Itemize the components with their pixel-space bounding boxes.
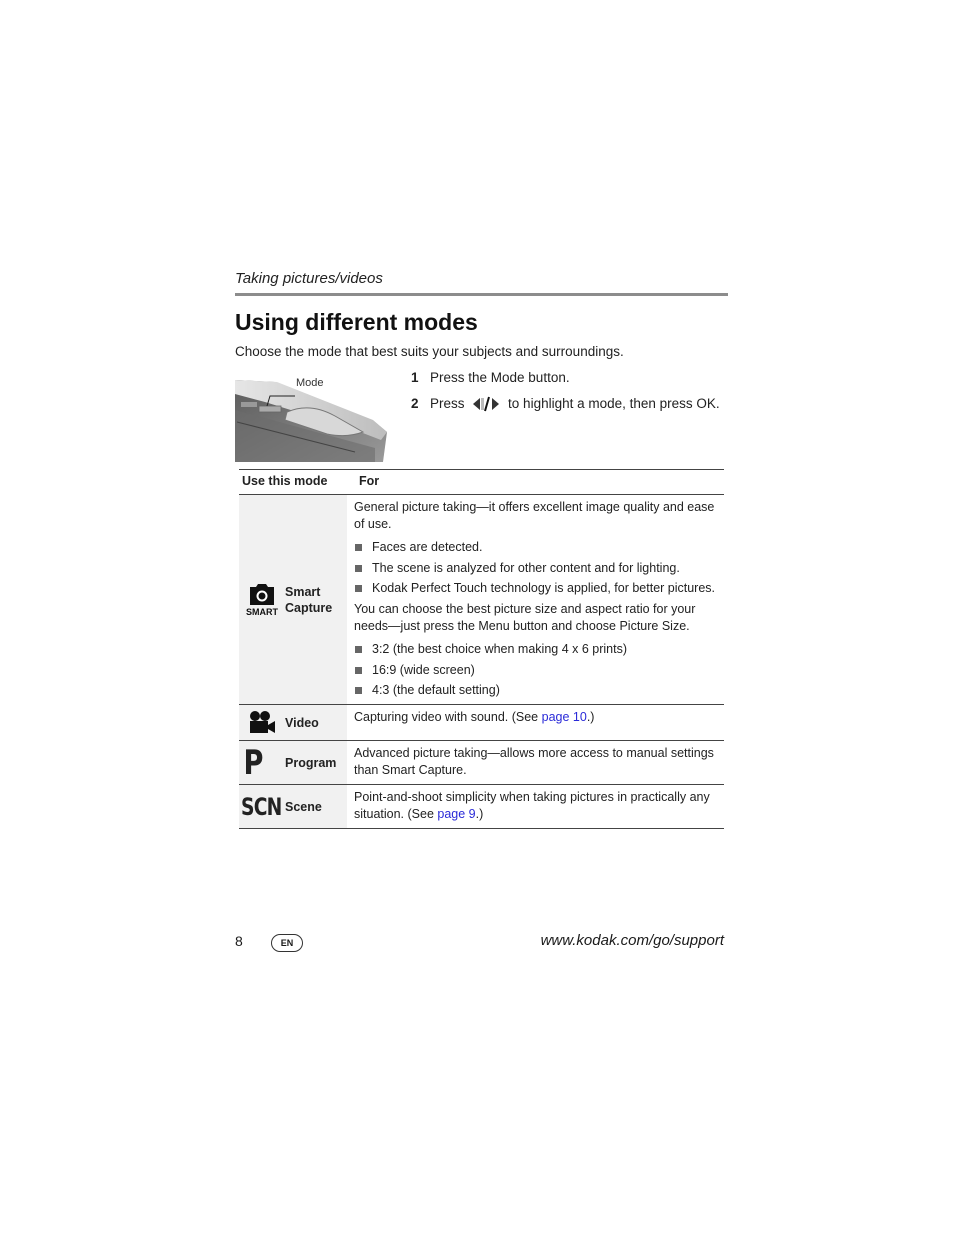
step-number: 1 <box>411 370 419 385</box>
list-item: The scene is analyzed for other content and for lighting. <box>354 560 720 577</box>
mode-cell <box>239 705 347 741</box>
header-use-this-mode: Use this mode <box>239 470 347 495</box>
table-row <box>239 495 724 705</box>
mode-callout-label: Mode <box>296 377 324 389</box>
bullet-list <box>354 641 720 699</box>
list-item: 3:2 (the best choice when making 4 x 6 prints) <box>354 641 720 658</box>
table-row <box>239 705 724 741</box>
for-cell: Point-and-shoot simplicity when taking pictures in practically any situation. (See page 9.) <box>347 785 724 829</box>
step-text-after: to highlight a mode, then press OK. <box>508 396 720 411</box>
page-10-link[interactable]: page 10 <box>541 710 587 724</box>
intro-text: Choose the mode that best suits your subjects and surroundings. <box>235 344 624 359</box>
header-for: For <box>347 470 724 495</box>
mode-cell <box>239 741 347 785</box>
list-item: Faces are detected. <box>354 539 720 556</box>
step-text-before: Press <box>430 396 465 411</box>
mode-name-video: Video <box>285 715 319 730</box>
step-text: Press the Mode button. <box>430 370 570 385</box>
modes-table <box>239 469 724 829</box>
left-right-arrows-icon <box>472 396 500 412</box>
for-cell: Capturing video with sound. (See page 10.) <box>347 705 724 741</box>
smart-capture-camera-icon <box>242 583 282 617</box>
description-text: Advanced picture taking—allows more access to manual settings than Smart Capture. <box>354 746 714 777</box>
page-title: Using different modes <box>235 309 478 335</box>
list-item: 4:3 (the default setting) <box>354 682 720 699</box>
mode-name-smart-capture: Smart Capture <box>285 584 333 615</box>
bullet-list <box>354 539 720 597</box>
for-cell <box>347 495 724 705</box>
mode-name-scene: Scene <box>285 799 322 814</box>
list-item: 16:9 (wide screen) <box>354 662 720 679</box>
description-text: General picture taking—it offers excellent image quality and ease of use. <box>354 500 715 531</box>
step-number: 2 <box>411 396 419 411</box>
mode-name-program: Program <box>285 755 337 770</box>
support-url[interactable]: www.kodak.com/go/support <box>540 932 724 949</box>
description-text: Point-and-shoot simplicity when taking pictures in practically any situation. (See <box>354 790 710 821</box>
for-cell <box>347 741 724 785</box>
smart-icon-caption: SMART <box>246 606 278 617</box>
list-item: Kodak Perfect Touch technology is applied, for better pictures. <box>354 580 720 597</box>
page-9-link[interactable]: page 9 <box>437 807 476 821</box>
table-header-row <box>239 470 724 495</box>
mode-cell <box>239 785 347 829</box>
video-camera-icon <box>248 710 276 736</box>
description-text: Capturing video with sound. (See <box>354 710 542 724</box>
page-number: 8 <box>235 933 243 949</box>
scene-scn-icon: SCN <box>241 792 282 821</box>
table-row <box>239 741 724 785</box>
table-row <box>239 785 724 829</box>
header-rule <box>235 293 728 296</box>
running-head: Taking pictures/videos <box>235 270 383 287</box>
language-badge: EN <box>271 934 303 952</box>
program-p-icon: P <box>243 742 264 783</box>
mode-cell <box>239 495 347 705</box>
description-text: You can choose the best picture size and aspect ratio for your needs—just press the Menu button and choose Picture Size. <box>354 602 696 633</box>
